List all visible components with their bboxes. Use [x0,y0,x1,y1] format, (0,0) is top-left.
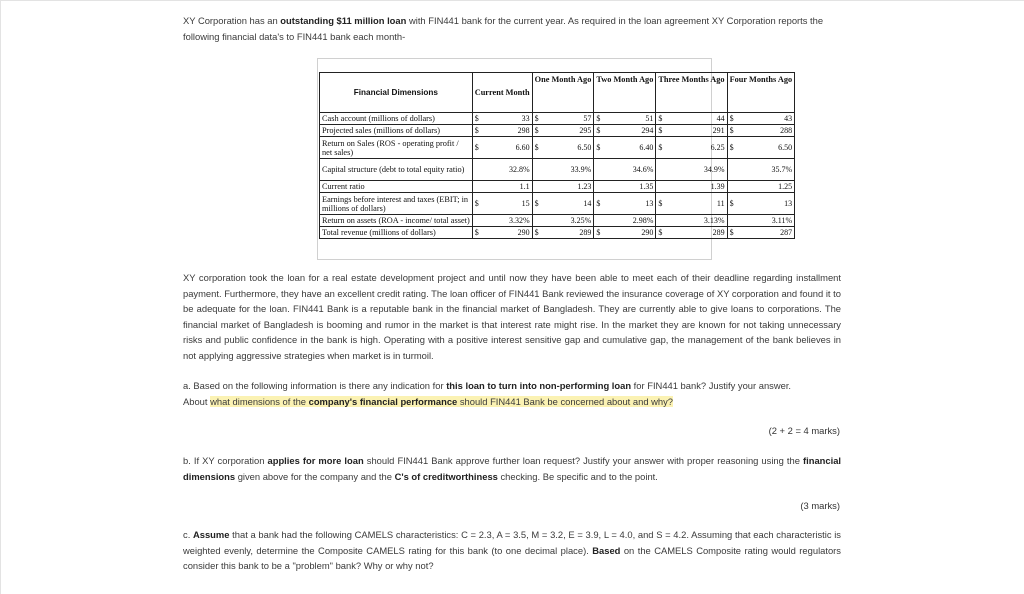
table-cell: 1.1 [472,181,532,193]
header-three-months-ago: Three Months Ago [656,73,727,113]
highlighted-text: what dimensions of the company's financial performance should FIN441 Bank be concerned about and why? [210,395,674,407]
table-cell: $ 289 [532,227,594,239]
header-current-month: Current Month [472,73,532,113]
table-cell: $ 15 [472,193,532,215]
financial-table-image [317,58,793,260]
table-row [320,159,795,181]
table-cell: $ 6.25 [656,137,727,159]
table-cell: 3.32% [472,215,532,227]
header-two-month-ago: Two Month Ago [594,73,656,113]
table-cell: 1.23 [532,181,594,193]
table-cell: $ 291 [656,125,727,137]
table-cell: 34.6% [594,159,656,181]
table-cell: 1.39 [656,181,727,193]
table-row [320,215,795,227]
table-cell: $ 289 [656,227,727,239]
row-label: Capital structure (debt to total equity ratio) [320,159,473,181]
row-label: Cash account (millions of dollars) [320,113,473,125]
context-paragraph: XY corporation took the loan for a real estate development project and until now they have been able to meet each of their deadline regarding installment payment. Furthermore, they have an excellent credit rating. The loan officer of FIN441 Bank reviewed the insurance coverage of XY corporation and found it to be adequate for the loan. FIN441 Bank is a reputable bank in the financial market of Bangladesh. They are currently able to give loans to corporations. The financial market of Bangladesh is booming and rumor in the market is that interest rate might rise. In the market they are known for not taking unnecessary risks and public confidence in the bank is high. Operating with a positive interest sensitive gap and cumulative gap, the management of the bank believes in not applying aggressive strategies when market is in turmoil. [183,272,841,361]
table-cell: 1.25 [727,181,795,193]
question-a: a. Based on the following information is there any indication for this loan to turn into non-performing loan for FIN441 bank? Justify your answer. About what dimensions of the company's financial performance should FIN441 Bank be concerned about and why? [183,380,792,407]
table-cell: $ 6.50 [532,137,594,159]
row-label: Current ratio [320,181,473,193]
table-cell: $ 6.60 [472,137,532,159]
table-cell: $ 290 [472,227,532,239]
intro-paragraph: XY Corporation has an outstanding $11 million loan with FIN441 bank for the current year. As required in the loan agreement XY Corporation reports the following financial data's to FIN441 bank each month- [183,15,824,42]
financial-table [319,72,795,239]
table-cell: $ 43 [727,113,795,125]
table-cell: $ 57 [532,113,594,125]
table-row [320,227,795,239]
row-label: Return on assets (ROA - income/ total asset) [320,215,473,227]
table-cell: $ 14 [532,193,594,215]
table-cell: 1.35 [594,181,656,193]
table-cell: $ 298 [472,125,532,137]
table-cell: 3.25% [532,215,594,227]
table-cell: 35.7% [727,159,795,181]
table-cell: $ 33 [472,113,532,125]
table-cell: 3.13% [656,215,727,227]
row-label: Return on Sales (ROS - operating profit / net sales) [320,137,473,159]
table-cell: 34.9% [656,159,727,181]
table-header-row [320,73,795,113]
table-cell: $ 295 [532,125,594,137]
header-financial-dimensions: Financial Dimensions [320,73,473,113]
header-four-months-ago: Four Months Ago [727,73,795,113]
question-a-marks: (2 + 2 = 4 marks) [768,425,840,436]
table-cell: $ 13 [594,193,656,215]
header-one-month-ago: One Month Ago [532,73,594,113]
table-cell: 32.8% [472,159,532,181]
row-label: Total revenue (millions of dollars) [320,227,473,239]
table-cell: $ 11 [656,193,727,215]
table-cell: 3.11% [727,215,795,227]
table-cell: $ 288 [727,125,795,137]
question-c: c. Assume that a bank had the following CAMELS characteristics: C = 2.3, A = 3.5, M = 3.2, E = 3.9, L = 4.0, and S = 4.2. Assuming that each characteristic is weighted evenly, determine the Composite CAMELS rating for this bank (to one decimal place). Based on the CAMELS Composite rating would regulators consider this bank to be a "problem" bank? Why or why not? [183,529,841,572]
table-cell: $ 290 [594,227,656,239]
row-label: Earnings before interest and taxes (EBIT; in millions of dollars) [320,193,473,215]
question-b: b. If XY corporation applies for more loan should FIN441 Bank approve further loan request? Justify your answer with proper reasoning using the financial dimensions given above for the company and the C's of creditworthiness checking. Be specific and to the point. [183,455,842,482]
table-row [320,113,795,125]
table-row [320,137,795,159]
table-cell: $ 44 [656,113,727,125]
row-label: Projected sales (millions of dollars) [320,125,473,137]
table-row [320,125,795,137]
table-cell: $ 13 [727,193,795,215]
question-b-marks: (3 marks) [800,500,840,511]
table-cell: $ 287 [727,227,795,239]
table-cell: $ 294 [594,125,656,137]
table-cell: $ 51 [594,113,656,125]
table-cell: $ 6.40 [594,137,656,159]
table-cell: $ 6.50 [727,137,795,159]
table-row [320,193,795,215]
table-cell: 33.9% [532,159,594,181]
table-cell: 2.98% [594,215,656,227]
table-row [320,181,795,193]
